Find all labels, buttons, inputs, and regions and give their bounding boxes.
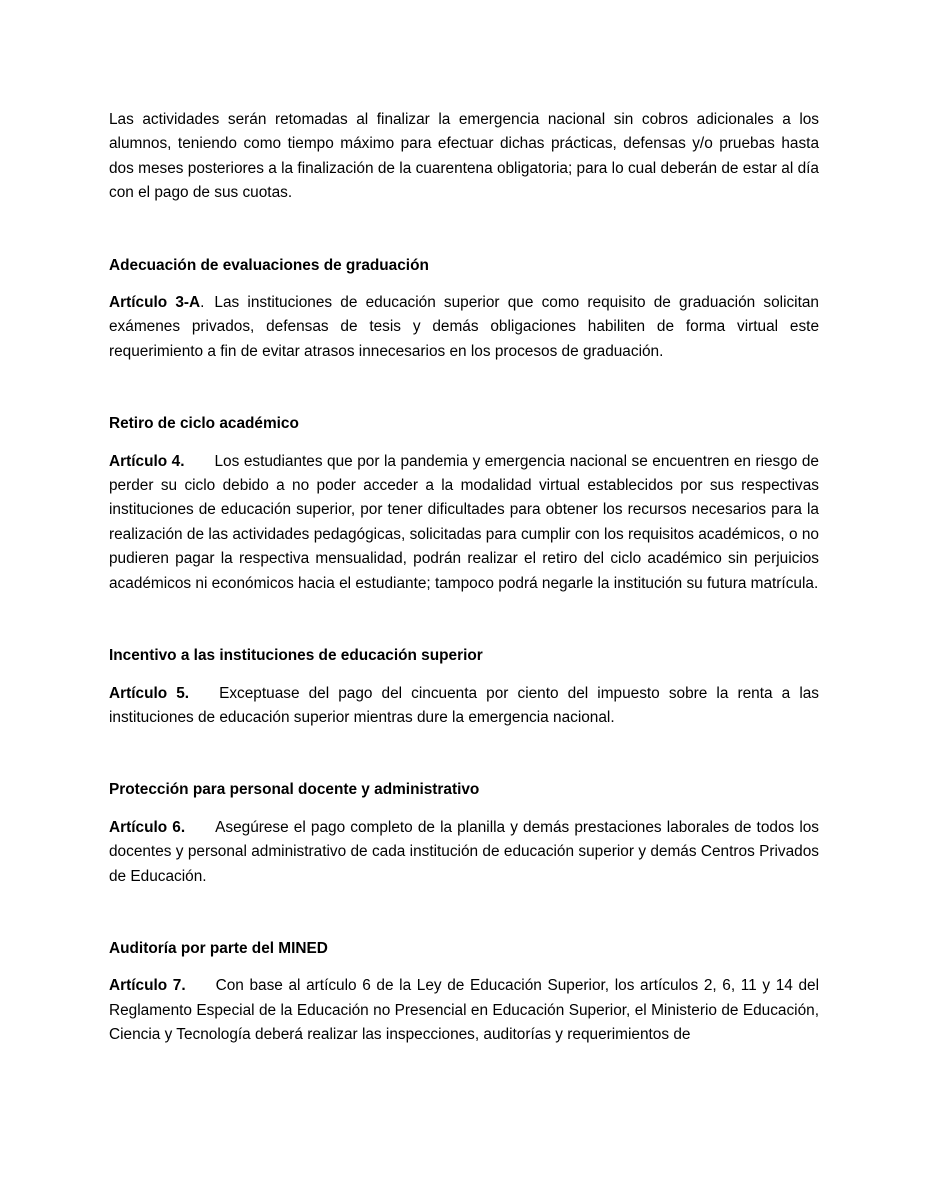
intro-paragraph: Las actividades serán retomadas al finalizar la emergencia nacional sin cobros adicionales a los alumnos, teniendo como tiempo máximo para efectuar dichas prácticas, defensas y/o pruebas hasta dos meses posteriores a la finalización de la cuarentena obligatoria; para lo cual deberán de estar al día con el pago de sus cuotas.	[109, 111, 819, 202]
section-gap	[109, 889, 819, 937]
article-6-paragraph	[109, 816, 819, 889]
article-7-text: Con base al artículo 6 de la Ley de Educación Superior, los artículos 2, 6, 11 y 14 del Reglamento Especial de la Educación no Presencial en Educación Superior, el Ministerio de Educación, Ciencia y Tecnología deberá realizar las inspecciones, auditorías y requerimientos de	[109, 977, 819, 1044]
article-5-paragraph	[109, 682, 819, 731]
section-title-7: Auditoría por parte del MINED	[109, 939, 328, 957]
title-gap	[109, 437, 819, 450]
section-gap	[109, 730, 819, 778]
article-7-label: Artículo 7.	[109, 977, 186, 995]
title-gap	[109, 803, 819, 816]
title-gap	[109, 669, 819, 682]
article-3a-label: Artículo 3-A	[109, 294, 201, 312]
article-3a-paragraph	[109, 291, 819, 364]
article-4-label: Artículo 4.	[109, 452, 185, 470]
article-5-text: Exceptuase del pago del cincuenta por ciento del impuesto sobre la renta a las instituciones de educación superior mientras dure la emergencia nacional.	[109, 684, 819, 726]
section-gap	[109, 364, 819, 412]
article-3a-text: Las instituciones de educación superior que como requisito de graduación solicitan exámenes privados, defensas de tesis y demás obligaciones habiliten de forma virtual este requerimiento a fin de evitar atrasos innecesarios en los procesos de graduación.	[109, 294, 819, 360]
section-title-3a: Adecuación de evaluaciones de graduación	[109, 256, 429, 274]
section-gap	[109, 596, 819, 644]
article-4-paragraph	[109, 450, 819, 596]
article-4-text: Los estudiantes que por la pandemia y emergencia nacional se encuentren en riesgo de perder su ciclo debido a no poder acceder a la modalidad virtual establecidos por sus respectivas instituciones de educación superior, por tener dificultades para obtener los recursos necesarios para la realización de las actividades pedagógicas, solicitadas para cumplir con los requisitos académicos, o no pudieren pagar la respectiva mensualidad, podrán realizar el retiro del ciclo académico sin perjuicios académicos ni económicos hacia el estudiante; tampoco podrá negarle la institución su futura matrícula.	[109, 452, 819, 592]
section-gap	[109, 206, 819, 254]
section-title-5: Incentivo a las instituciones de educación superior	[109, 647, 483, 665]
article-6-label: Artículo 6.	[109, 818, 186, 836]
article-5-label: Artículo 5.	[109, 684, 190, 702]
document-page	[109, 108, 819, 1048]
section-title-6: Protección para personal docente y administrativo	[109, 781, 480, 799]
article-3a-punct: .	[200, 294, 205, 312]
title-gap	[109, 961, 819, 974]
article-6-text: Asegúrese el pago completo de la planilla y demás prestaciones laborales de todos los docentes y personal administrativo de cada institución de educación superior y demás Centros Privados de Educación.	[109, 818, 819, 885]
title-gap	[109, 278, 819, 291]
section-title-4: Retiro de ciclo académico	[109, 415, 299, 433]
article-7-paragraph	[109, 974, 819, 1047]
